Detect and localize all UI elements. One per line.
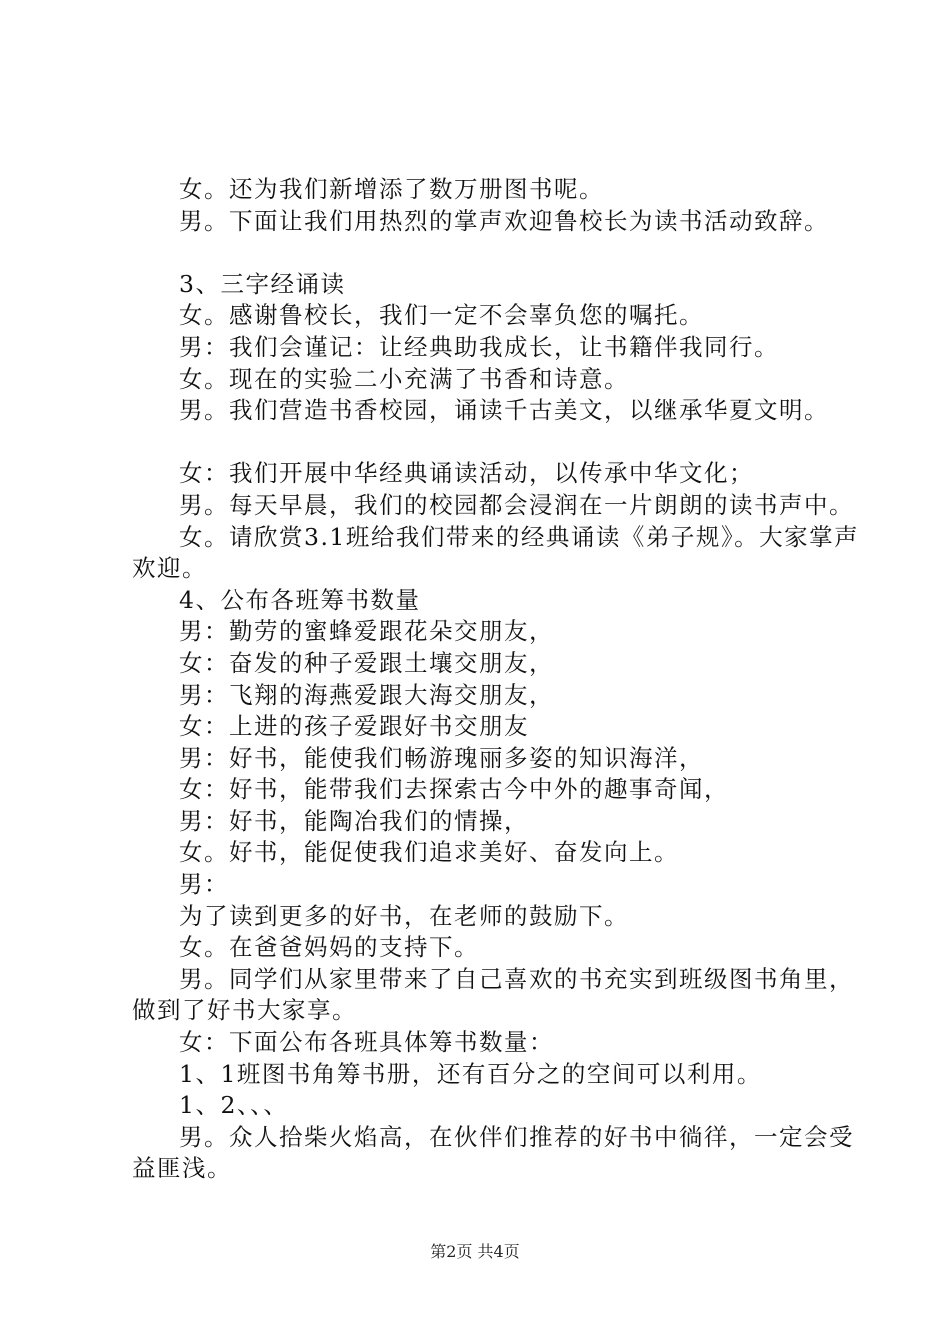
- paragraph-4: 女。感谢鲁校长，我们一定不会辜负您的嘱托。: [179, 301, 704, 330]
- section-heading-3: 3、三字经诵读: [179, 269, 346, 298]
- paragraph-6: 女。现在的实验二小充满了书香和诗意。: [179, 364, 629, 393]
- paragraph-16: 男：好书，能使我们畅游瑰丽多姿的知识海洋，: [179, 743, 704, 772]
- page-footer: [0, 1242, 950, 1262]
- paragraph-25: 1、1班图书角筹书册，还有百分之的空间可以利用。: [179, 1059, 762, 1088]
- paragraph-2: 男。下面让我们用热烈的掌声欢迎鲁校长为读书活动致辞。: [179, 206, 829, 235]
- paragraph-5: 男：我们会谨记：让经典助我成长，让书籍伴我同行。: [179, 332, 779, 361]
- paragraph-18: 男：好书，能陶冶我们的情操，: [179, 806, 529, 835]
- paragraph-13: 女：奋发的种子爱跟土壤交朋友，: [179, 648, 554, 677]
- document-body: [132, 174, 862, 1185]
- paragraph-22: 女。在爸爸妈妈的支持下。: [179, 933, 479, 962]
- paragraph-8: 女：我们开展中华经典诵读活动，以传承中华文化；: [179, 459, 754, 488]
- page-number-label: 第2页 共4页: [430, 1242, 520, 1261]
- paragraph-27: 男。众人拾柴火焰高，在伙伴们推荐的好书中徜徉，一定会受益匪浅。: [132, 1122, 854, 1183]
- paragraph-19: 女。好书，能促使我们追求美好、奋发向上。: [179, 838, 679, 867]
- paragraph-9: 男。每天早晨，我们的校园都会浸润在一片朗朗的读书声中。: [179, 490, 854, 519]
- paragraph-15: 女：上进的孩子爱跟好书交朋友: [179, 712, 529, 741]
- paragraph-24: 女：下面公布各班具体筹书数量：: [179, 1028, 554, 1057]
- section-heading-4: 4、公布各班筹书数量: [179, 585, 421, 614]
- paragraph-23: 男。同学们从家里带来了自己喜欢的书充实到班级图书角里，做到了好书大家享。: [132, 964, 854, 1025]
- paragraph-1: 女。还为我们新增添了数万册图书呢。: [179, 175, 604, 203]
- paragraph-14: 男：飞翔的海燕爱跟大海交朋友，: [179, 680, 554, 709]
- paragraph-10: 女。请欣赏3.1班给我们带来的经典诵读《弟子规》。大家掌声欢迎。: [132, 522, 860, 583]
- paragraph-20: 男：: [179, 870, 229, 899]
- paragraph-12: 男：勤劳的蜜蜂爱跟花朵交朋友，: [179, 617, 554, 646]
- paragraph-26: 1、2、、、: [179, 1091, 289, 1120]
- paragraph-7: 男。我们营造书香校园，诵读千古美文，以继承华夏文明。: [179, 396, 829, 425]
- paragraph-21: 为了读到更多的好书，在老师的鼓励下。: [179, 901, 629, 930]
- paragraph-17: 女：好书，能带我们去探索古今中外的趣事奇闻，: [179, 775, 729, 804]
